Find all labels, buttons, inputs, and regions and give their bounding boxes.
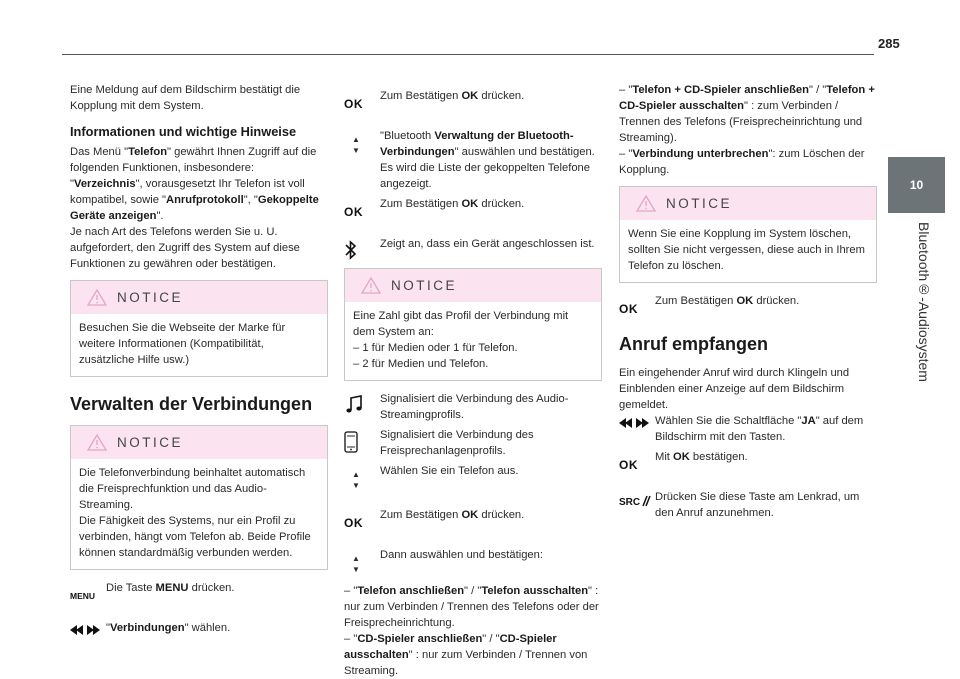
step-confirm-ok-1 bbox=[344, 88, 602, 112]
up-down-arrows-icon: ▲ ▼ bbox=[352, 554, 360, 574]
step-confirm-ok-5 bbox=[619, 449, 877, 473]
notice-body: Die Telefonverbindung beinhaltet automatisch die Freisprechfunktion und das Audio-Streaming. Die Fähigkeit des Systems, nur ein Profil zu verbinden, hängt vom Telefon ab. Beide Profile können standardmäßig verbunden werden. bbox=[79, 467, 311, 559]
left-right-arrows-icon bbox=[70, 620, 106, 636]
step-confirm-ok-2 bbox=[344, 196, 602, 220]
notice-label: NOTICE bbox=[666, 195, 733, 211]
step-device-connected bbox=[344, 236, 602, 260]
step-text: Dann auswählen und bestätigen: bbox=[380, 549, 543, 561]
ok-button-icon: OK bbox=[619, 302, 638, 316]
notice-header bbox=[71, 281, 327, 314]
ok-button-icon: OK bbox=[344, 205, 363, 219]
step-text: Zeigt an, dass ein Gerät angeschlossen ist. bbox=[380, 238, 595, 250]
menu-button-icon: MENU bbox=[70, 591, 96, 601]
notice-label: NOTICE bbox=[117, 289, 184, 305]
ok-button-icon: OK bbox=[619, 458, 638, 472]
step-confirm-ok-4 bbox=[619, 293, 877, 317]
step-confirm-ok-3 bbox=[344, 507, 602, 531]
bluetooth-icon bbox=[344, 236, 380, 260]
column-right bbox=[619, 82, 877, 525]
step-text: Signalisiert die Verbindung des Audio-Streamingprofils. bbox=[380, 393, 569, 421]
step-text: "Bluetooth Verwaltung der Bluetooth-Verbindungen" auswählen und bestätigen. Es wird die Liste der gekoppelten Telefone angezeigt. bbox=[380, 130, 595, 190]
step-text: Wählen Sie die Schaltfläche "JA" auf dem Bildschirm mit den Tasten. bbox=[655, 415, 864, 443]
step-text: Zum Bestätigen OK drücken. bbox=[380, 509, 525, 521]
ok-button-icon: OK bbox=[344, 97, 363, 111]
column-left bbox=[70, 82, 328, 640]
option-disconnect: – "Verbindung unterbrechen": zum Löschen der Kopplung. bbox=[619, 148, 865, 176]
warning-icon bbox=[87, 289, 107, 306]
info-paragraph-2: Je nach Art des Telefons werden Sie u. U. aufgefordert, den Zugriff des System auf diese Funktionen zu gewähren oder bestätigen. bbox=[70, 226, 300, 270]
page-number: 285 bbox=[878, 36, 900, 51]
step-text: Mit OK bestätigen. bbox=[655, 451, 748, 463]
step-text: "Verbindungen" wählen. bbox=[106, 622, 231, 634]
warning-icon bbox=[87, 434, 107, 451]
step-text: Signalisiert die Verbindung des Freisprechanlagenprofils. bbox=[380, 429, 534, 457]
chapter-tab bbox=[888, 157, 945, 213]
left-right-arrows-icon bbox=[619, 413, 655, 429]
step-text: Zum Bestätigen OK drücken. bbox=[380, 90, 525, 102]
up-down-arrows-icon: ▲ ▼ bbox=[352, 470, 360, 490]
ok-button-icon: OK bbox=[344, 516, 363, 530]
step-select-yes bbox=[619, 413, 877, 445]
step-menu bbox=[70, 580, 328, 604]
notice-body: Wenn Sie eine Kopplung im System löschen, sollten Sie nicht vergessen, diese auch in Ihrem Telefon zu löschen. bbox=[628, 228, 865, 272]
up-down-arrows-icon: ▲ ▼ bbox=[352, 135, 360, 155]
music-note-icon bbox=[344, 391, 380, 415]
notice-header bbox=[345, 269, 601, 302]
info-heading: Informationen und wichtige Hinweise bbox=[70, 124, 297, 139]
step-select-confirm bbox=[344, 547, 602, 575]
notice-body: Besuchen Sie die Webseite der Marke für weitere Informationen (Kompatibilität, zusätzliche Hilfe usw.) bbox=[79, 322, 286, 366]
pairing-confirmation-text: Eine Meldung auf dem Bildschirm bestätigt die Kopplung mit dem System. bbox=[70, 84, 301, 112]
option-connect-phone-cd: – "Telefon + CD-Spieler anschließen" / "Telefon + CD-Spieler ausschalten" : zum Verbinden / Trennen des Telefons (Freisprecheinrichtung und Streaming). bbox=[619, 84, 875, 144]
step-text: Zum Bestätigen OK drücken. bbox=[380, 198, 525, 210]
notice-body: Eine Zahl gibt das Profil der Verbindung mit dem System an: – 1 für Medien oder 1 für Telefon. – 2 für Medien und Telefon. bbox=[353, 310, 569, 370]
step-text: Zum Bestätigen OK drücken. bbox=[655, 295, 800, 307]
option-connect-phone: – "Telefon anschließen" / "Telefon ausschalten" : nur zum Verbinden / Trennen des Telefons oder der Freisprecheinrichtung. bbox=[344, 585, 599, 629]
section-heading-connections: Verwalten der Verbindungen bbox=[70, 394, 313, 414]
info-paragraph: Das Menü "Telefon" gewährt Ihnen Zugriff auf die folgenden Funktionen, insbesondere: "Verzeichnis", vorausgesetzt Ihr Telefon ist voll kompatibel, sowie "Anrufprotokoll", "Gekoppelte Geräte anzeigen". bbox=[70, 146, 319, 222]
step-text: Die Taste MENU drücken. bbox=[106, 582, 235, 594]
section-heading-incoming-call: Anruf empfangen bbox=[619, 334, 769, 354]
step-steering-wheel bbox=[619, 489, 877, 521]
step-text: Wählen Sie ein Telefon aus. bbox=[380, 465, 519, 477]
step-audio-streaming bbox=[344, 391, 602, 423]
step-handsfree bbox=[344, 427, 602, 459]
notice-box-profile-number bbox=[344, 268, 602, 381]
step-connections bbox=[70, 620, 328, 636]
step-text: Drücken Sie diese Taste am Lenkrad, um den Anruf anzunehmen. bbox=[655, 491, 860, 519]
phone-icon bbox=[344, 427, 380, 453]
option-connect-cd: – "CD-Spieler anschließen" / "CD-Spieler ausschalten" : nur zum Verbinden / Trennen von Streaming. bbox=[344, 633, 588, 677]
step-select-phone bbox=[344, 463, 602, 491]
notice-header bbox=[71, 426, 327, 459]
warning-icon bbox=[361, 277, 381, 294]
notice-label: NOTICE bbox=[117, 434, 184, 450]
notice-box-delete-pairing bbox=[619, 186, 877, 283]
notice-label: NOTICE bbox=[391, 277, 458, 293]
steering-wheel-src-button-icon: SRC bbox=[619, 489, 655, 511]
notice-box-profiles bbox=[70, 425, 328, 570]
chapter-number: 10 bbox=[909, 178, 924, 192]
warning-icon bbox=[636, 195, 656, 212]
incoming-call-intro: Ein eingehender Anruf wird durch Klingeln und Einblenden einer Anzeige auf dem Bildschirm gemeldet. bbox=[619, 367, 850, 411]
notice-header bbox=[620, 187, 876, 220]
chapter-title: Bluetooth®-Audiosystem bbox=[916, 222, 932, 382]
column-middle bbox=[344, 84, 602, 679]
step-bluetooth-manage bbox=[344, 128, 602, 192]
header-rule bbox=[62, 54, 874, 55]
notice-box-website bbox=[70, 280, 328, 377]
